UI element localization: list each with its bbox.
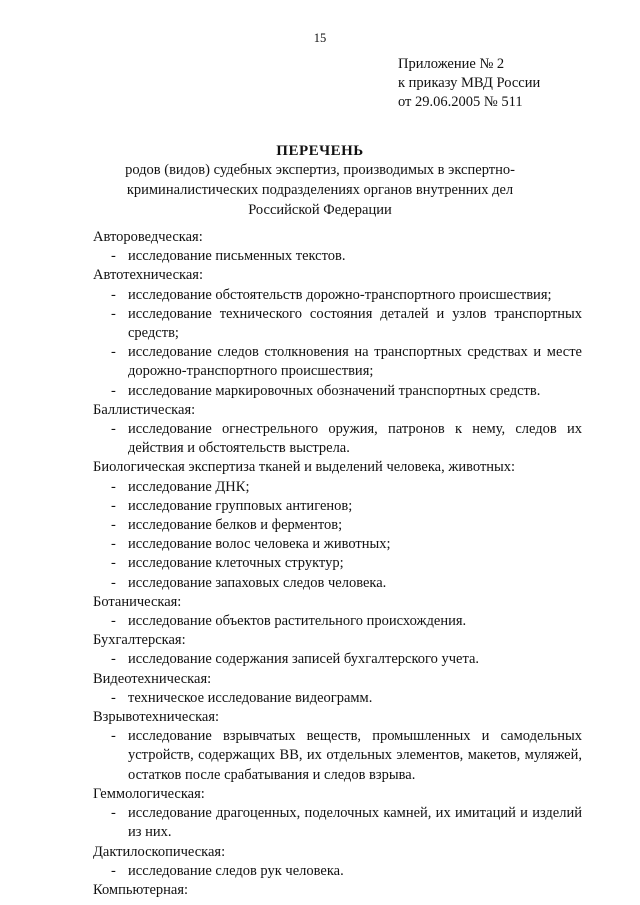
list-item-text: исследование ДНК; <box>128 478 250 495</box>
list-item <box>93 650 582 669</box>
list-item-text: исследование маркировочных обозначений транспортных средств. <box>128 382 541 399</box>
list-item-text: исследование следов столкновения на транспортных средствах и месте дорожно-транспортного происшествия; <box>128 344 582 380</box>
expertise-list <box>93 228 582 900</box>
list-item-text: исследование взрывчатых веществ, промышленных и самодельных устройств, содержащих ВВ, их отдельных элементов, макетов, муляжей, остатков после срабатывания и следов взрыва. <box>128 728 582 783</box>
list-item-text: техническое исследование видеограмм. <box>128 689 373 706</box>
list-item-text: исследование обстоятельств дорожно-транспортного происшествия; <box>128 286 552 303</box>
dash-bullet: - <box>111 689 116 706</box>
list-item <box>93 286 582 305</box>
category-heading: Ботаническая: <box>93 593 182 610</box>
dash-bullet: - <box>111 286 116 303</box>
dash-bullet: - <box>111 421 116 438</box>
list-item-text: исследование следов рук человека. <box>128 862 344 879</box>
dash-bullet: - <box>111 382 116 399</box>
list-item <box>93 612 582 631</box>
annex-line: от 29.06.2005 № 511 <box>398 94 523 110</box>
list-item-text: исследование технического состояния деталей и узлов транспортных средств; <box>128 305 582 342</box>
category-heading: Видеотехническая: <box>93 670 212 687</box>
dash-bullet: - <box>111 248 116 265</box>
list-item <box>93 305 582 343</box>
category-heading: Геммологическая: <box>93 785 205 802</box>
list-item <box>93 554 582 573</box>
subtitle-line: родов (видов) судебных экспертиз, производимых в экспертно- <box>125 162 515 178</box>
list-item-text: исследование огнестрельного оружия, патронов к нему, следов их действия и обстоятельств выстрела. <box>128 421 582 457</box>
list-item <box>93 497 582 516</box>
annex-line: Приложение № 2 <box>398 56 505 72</box>
category-heading: Биологическая экспертиза тканей и выделений человека, животных: <box>93 459 516 476</box>
list-item-text: исследование волос человека и животных; <box>128 536 391 553</box>
dash-bullet: - <box>111 805 116 822</box>
list-item <box>93 478 582 497</box>
dash-bullet: - <box>111 613 116 630</box>
dash-bullet: - <box>111 574 116 591</box>
dash-bullet: - <box>111 497 116 514</box>
dash-bullet: - <box>111 862 116 879</box>
list-item-text: исследование письменных текстов. <box>128 248 346 265</box>
subtitle-line: криминалистических подразделениях органов внутренних дел <box>126 182 514 198</box>
dash-bullet: - <box>111 651 116 668</box>
annex-line: к приказу МВД России <box>398 75 541 91</box>
category-heading: Компьютерная: <box>93 881 189 898</box>
dash-bullet: - <box>111 344 116 361</box>
list-item-text: исследование объектов растительного происхождения. <box>128 613 467 630</box>
dash-bullet: - <box>111 536 116 553</box>
list-item <box>93 804 582 842</box>
list-item <box>93 516 582 535</box>
dash-bullet: - <box>111 478 116 495</box>
category-heading: Бухгалтерская: <box>93 632 186 649</box>
list-item-text: исследование содержания записей бухгалтерского учета. <box>128 651 480 668</box>
list-item <box>93 535 582 554</box>
category-heading: Баллистическая: <box>93 401 196 418</box>
list-item-text: исследование групповых антигенов; <box>128 497 353 514</box>
list-item <box>93 689 582 708</box>
document-title: ПЕРЕЧЕНЬ <box>276 143 364 159</box>
page-number: 15 <box>313 31 327 45</box>
document-subtitle <box>0 160 640 220</box>
subtitle-line: Российской Федерации <box>248 202 392 218</box>
dash-bullet: - <box>111 555 116 572</box>
category-heading: Дактилоскопическая: <box>93 843 226 860</box>
dash-bullet: - <box>111 517 116 534</box>
category-heading: Взрывотехническая: <box>93 709 220 726</box>
annex-block <box>398 55 540 112</box>
category-heading: Автороведческая: <box>93 229 203 245</box>
dash-bullet: - <box>111 305 116 322</box>
list-item <box>93 343 582 381</box>
list-item <box>93 420 582 458</box>
list-item <box>93 382 582 401</box>
list-item <box>93 247 582 266</box>
list-item <box>93 727 582 785</box>
category-heading: Автотехническая: <box>93 267 203 284</box>
list-item-text: исследование запаховых следов человека. <box>128 574 387 591</box>
list-item <box>93 862 582 881</box>
list-item-text: исследование драгоценных, поделочных камней, их имитаций и изделий из них. <box>128 805 582 841</box>
list-item <box>93 574 582 593</box>
list-item-text: исследование белков и ферментов; <box>128 517 343 534</box>
dash-bullet: - <box>111 728 116 745</box>
list-item-text: исследование клеточных структур; <box>128 555 344 572</box>
